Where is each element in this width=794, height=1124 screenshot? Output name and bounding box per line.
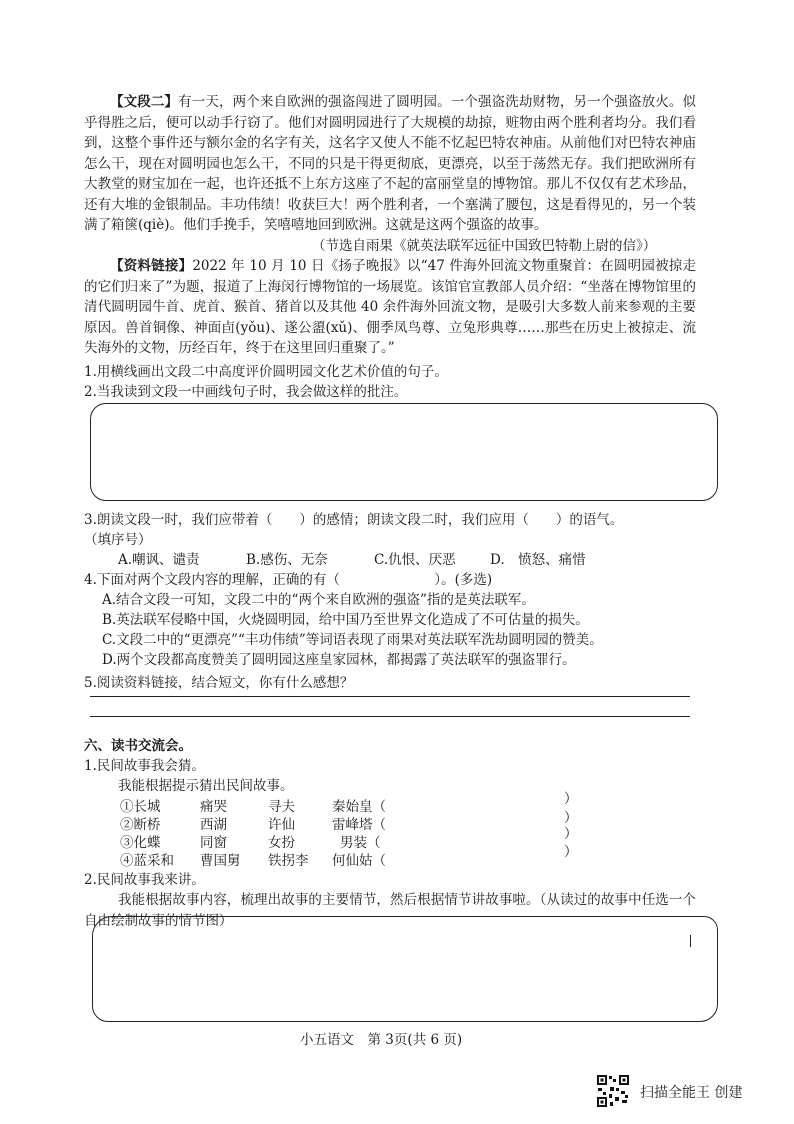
story-clue: 何仙姑（: [332, 853, 386, 869]
answer-paren-close: ）: [564, 826, 578, 842]
answer-line-2[interactable]: [90, 716, 690, 717]
story-clue: ②断桥: [120, 817, 161, 833]
resource-link-text: 2022 年 10 月 10 日《扬子晚报》以“47 件海外回流文物重聚首：在圆明园被掠走的它们归来了”为题，报道了上海闵行博物馆的一场展览。该馆官宣教部人员介绍：“坐落在博物馆里的清代圆明园牛首、虎首、猴首、猪首以及其他 40 余件海外回流文物，是吸引大多数人前来参观的主要原因。兽首铜像、神面卣(yǒu)、遂公盨(xǔ)、倗季凤鸟尊、立兔形典尊……那些在历史上被掠走、流失海外的文物，历经百年，终于在这里回归重聚了。”: [84, 258, 697, 356]
question-3-options: [118, 550, 586, 571]
q3-option-d[interactable]: D. 愤怒、痛惜: [490, 552, 586, 568]
annotation-answer-box[interactable]: [90, 403, 718, 501]
story-clue: 痛哭: [200, 799, 227, 815]
section-six-title: 六、读书交流会。: [84, 738, 192, 754]
story-clue: ③化蝶: [120, 835, 161, 851]
question-2: 2.当我读到文段一中画线句子时，我会做这样的批注。: [84, 384, 408, 400]
question-3-note: （填序号）: [84, 532, 152, 548]
answer-line-1[interactable]: [90, 696, 690, 697]
resource-link: [84, 256, 696, 359]
question-5: 5.阅读资料链接，结合短文，你有什么感想？: [84, 675, 354, 691]
question-1: 1.用横线画出文段二中高度评价圆明园文化艺术价值的句子。: [84, 364, 448, 380]
scanner-watermark: 扫描全能王 创建: [640, 1085, 743, 1101]
page-footer: 小五语文 第 3页(共 6 页): [300, 1032, 463, 1048]
q4-option-c[interactable]: C.文段二中的“更漂亮”“丰功伟绩”等词语表现了雨果对英法联军洗劫圆明园的赞美。: [102, 632, 603, 648]
answer-paren-close: ）: [564, 844, 578, 860]
passage-two-text: 有一天，两个来自欧洲的强盗闯进了圆明园。一个强盗洗劫财物，另一个强盗放火。似乎得胜之后，便可以动手行窃了。他们对圆明园进行了大规模的劫掠，赃物由两个胜利者均分。我们看到，这整个事件还与额尔金的名字有关，这名字又使人不能不忆起巴特农神庙。从前他们对巴特农神庙怎么干，现在对圆明园也怎么干，不同的只是干得更彻底，更漂亮，以至于荡然无存。我们把欧洲所有大教堂的财宝加在一起，也许还抵不上东方这座了不起的富丽堂皇的博物馆。那儿不仅仅有艺术珍品，还有大堆的金银制品。丰功伟绩！收获巨大！两个胜利者，一个塞满了腰包，这是看得见的，另一个装满了箱箧(qiè)。他们手挽手，笑嘻嘻地回到欧洲。这就是这两个强盗的故事。: [84, 94, 697, 233]
section-six-part-1-intro: 我能根据提示猜出民间故事。: [118, 778, 294, 794]
story-clue: 曹国舅: [200, 853, 241, 869]
passage-two-source: （节选自雨果《就英法联军远征中国致巴特勒上尉的信》）: [312, 238, 657, 254]
resource-link-title: 【资料链接】: [110, 258, 193, 274]
story-clue: 铁拐李: [268, 853, 309, 869]
story-clue: 秦始皇（: [332, 799, 386, 815]
story-clue: ①长城: [120, 799, 161, 815]
question-4: 4.下面对两个文段内容的理解，正确的有（ ）。(多选): [84, 572, 493, 588]
story-clue: 男装（: [340, 835, 381, 851]
q3-option-b[interactable]: B.感伤、无奈: [246, 552, 328, 568]
passage-two: [84, 92, 696, 236]
story-clue: 许仙: [268, 817, 295, 833]
story-clue: 同窗: [200, 835, 227, 851]
answer-paren-close: ）: [564, 810, 578, 826]
story-clue: 雷峰塔（: [332, 817, 386, 833]
qr-code-icon: [596, 1074, 630, 1108]
story-clue: 寻夫: [268, 799, 295, 815]
plot-diagram-box[interactable]: [92, 916, 718, 1022]
section-six-part-1: 1.民间故事我会猜。: [84, 758, 205, 774]
q4-option-a[interactable]: A.结合文段一可知，文段二中的“两个来自欧洲的强盗”指的是英法联军。: [102, 592, 535, 608]
q3-option-c[interactable]: C.仇恨、厌恶: [374, 552, 456, 568]
q4-option-b[interactable]: B.英法联军侵略中国，火烧圆明园，给中国乃至世界文化造成了不可估量的损失。: [102, 612, 589, 628]
story-clue: 西湖: [200, 817, 227, 833]
section-six-part-2: 2.民间故事我来讲。: [84, 872, 205, 888]
q3-option-a[interactable]: A.嘲讽、谴责: [118, 552, 200, 568]
section-six-part-2-text: 我能根据故事内容，梳理出故事的主要情节，然后根据情节讲故事啦。（从读过的故事中任选一个自由绘制故事的情节图）: [84, 892, 696, 929]
passage-two-title: 【文段二】: [110, 94, 179, 110]
margin-mark: [690, 935, 691, 947]
q4-option-d[interactable]: D.两个文段都高度赞美了圆明园这座皇家园林，都揭露了英法联军的强盗罪行。: [102, 652, 576, 668]
story-clue: ④蓝采和: [120, 853, 174, 869]
answer-paren-close: ）: [564, 791, 578, 807]
question-3: 3.朗读文段一时，我们应带着（ ）的感情；朗读文段二时，我们应用（ ）的语气。: [84, 512, 624, 528]
story-clue: 女扮: [268, 835, 295, 851]
